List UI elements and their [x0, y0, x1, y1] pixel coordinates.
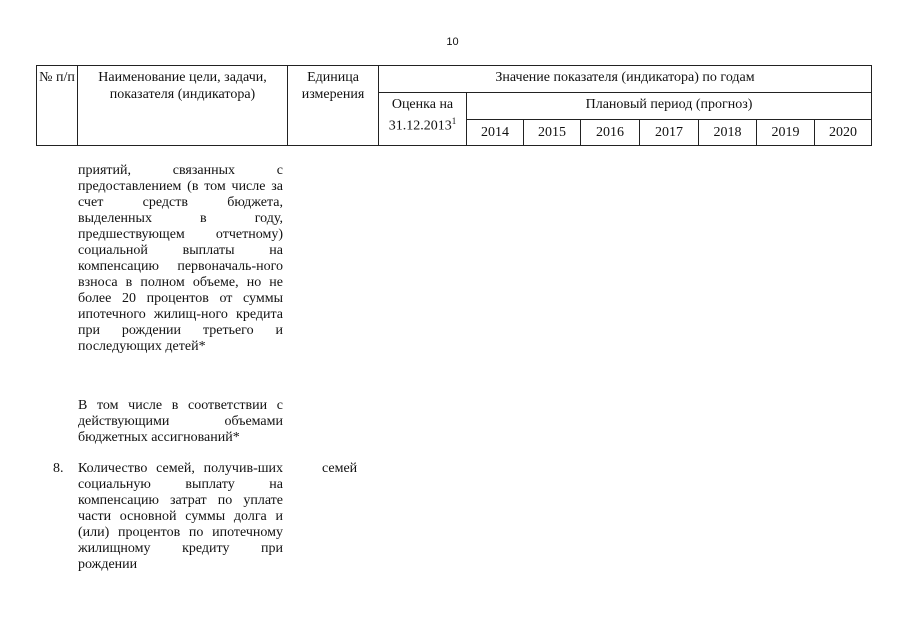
header-year: 2014	[467, 120, 524, 146]
header-year: 2020	[815, 120, 872, 146]
header-name: Наименование цели, задачи, показателя (индикатора)	[78, 66, 288, 146]
header-values-title: Значение показателя (индикатора) по годам	[379, 66, 872, 93]
header-estimate-footnote: 1	[451, 116, 457, 126]
header-year: 2017	[640, 120, 699, 146]
header-planned-period: Плановый период (прогноз)	[467, 93, 872, 120]
indicator-table-header	[36, 65, 872, 146]
indicator-8-text: Количество семей, получив-ших социальную выплату на компенсацию затрат по уплате части основной суммы долга и (или) процентов по ипотечному жилищному кредиту при рождении	[78, 461, 283, 572]
header-year: 2018	[699, 120, 757, 146]
sub-indicator-text: В том числе в соответствии с действующими объемами бюджетных ассигнований*	[78, 398, 283, 445]
indicator-8-unit: семей	[322, 461, 358, 476]
page-number: 10	[446, 36, 459, 48]
header-unit: Единица измерения	[288, 66, 379, 146]
header-estimate	[379, 93, 467, 146]
header-estimate-label: Оценка на 31.12.2013	[388, 97, 454, 134]
header-num: № п/п	[37, 66, 78, 146]
header-year: 2016	[581, 120, 640, 146]
header-year: 2015	[524, 120, 581, 146]
header-year: 2019	[757, 120, 815, 146]
continued-indicator-text: приятий, связанных с предоставлением (в том числе за счет средств бюджета, выделенных в году, предшествующем отчетному) социальной выплаты на компенсацию первоначаль-ного взноса в полном объеме, но не более 20 процентов от суммы ипотечного жилищ-ного кредита при рождении третьего и последующих детей*	[78, 163, 283, 354]
row-number: 8.	[53, 461, 64, 476]
